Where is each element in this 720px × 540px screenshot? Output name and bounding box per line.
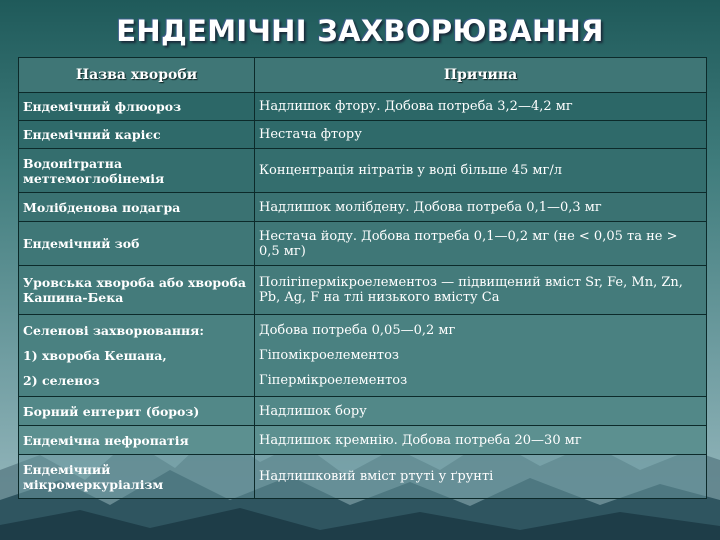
disease-name: Водонітратна меттемоглобінемія (19, 149, 255, 193)
disease-name: Уровська хвороба або хвороба Кашина-Бека (19, 266, 255, 315)
disease-cause: Нестача йоду. Добова потреба 0,1—0,2 мг (не < 0,05 та не > 0,5 мг) (255, 222, 707, 266)
disease-name (19, 315, 255, 397)
disease-name: Ендемічний флюороз (19, 93, 255, 121)
disease-name-line: 1) хвороба Кешана, (23, 348, 167, 363)
disease-cause-line: Добова потреба 0,05—0,2 мг (259, 323, 456, 338)
disease-name: Молібденова подагра (19, 193, 255, 222)
table-row (19, 121, 707, 149)
table-row (19, 315, 707, 397)
disease-name: Ендемічна нефропатія (19, 426, 255, 455)
table-row (19, 149, 707, 193)
disease-cause: Надлишок кремнію. Добова потреба 20—30 мг (255, 426, 707, 455)
disease-name-line: Селенові захворювання: (23, 323, 204, 338)
table-row (19, 93, 707, 121)
disease-cause-line: Гіпомікроелементоз (259, 348, 400, 363)
disease-cause: Надлишок бору (255, 397, 707, 426)
table-row (19, 455, 707, 499)
disease-name: Ендемічний карієс (19, 121, 255, 149)
disease-cause: Надлишок фтору. Добова потреба 3,2—4,2 мг (255, 93, 707, 121)
table-row (19, 193, 707, 222)
column-header-name: Назва хвороби (19, 58, 255, 93)
disease-cause: Концентрація нітратів у воді більше 45 мг/л (255, 149, 707, 193)
table-row (19, 266, 707, 315)
disease-cause: Надлишковий вміст ртуті у ґрунті (255, 455, 707, 499)
table-row (19, 426, 707, 455)
column-header-cause: Причина (255, 58, 707, 93)
disease-cause: Надлишок молібдену. Добова потреба 0,1—0,3 мг (255, 193, 707, 222)
disease-cause: Полігіпермікроелементоз — підвищений вміст Sr, Fe, Mn, Zn, Pb, Ag, F на тлі низького вмісту Са (255, 266, 707, 315)
disease-name: Ендемічний зоб (19, 222, 255, 266)
table-header-row (19, 58, 707, 93)
disease-cause-line: Гіпермікроелементоз (259, 373, 408, 388)
disease-name-line: 2) селеноз (23, 373, 100, 388)
table-row (19, 397, 707, 426)
page-title: ЕНДЕМІЧНІ ЗАХВОРЮВАННЯ (116, 14, 604, 48)
disease-cause: Нестача фтору (255, 121, 707, 149)
disease-name: Борний ентерит (бороз) (19, 397, 255, 426)
disease-cause (255, 315, 707, 397)
disease-table (18, 57, 707, 499)
table-row (19, 222, 707, 266)
disease-name: Ендемічний мікромеркуріалізм (19, 455, 255, 499)
